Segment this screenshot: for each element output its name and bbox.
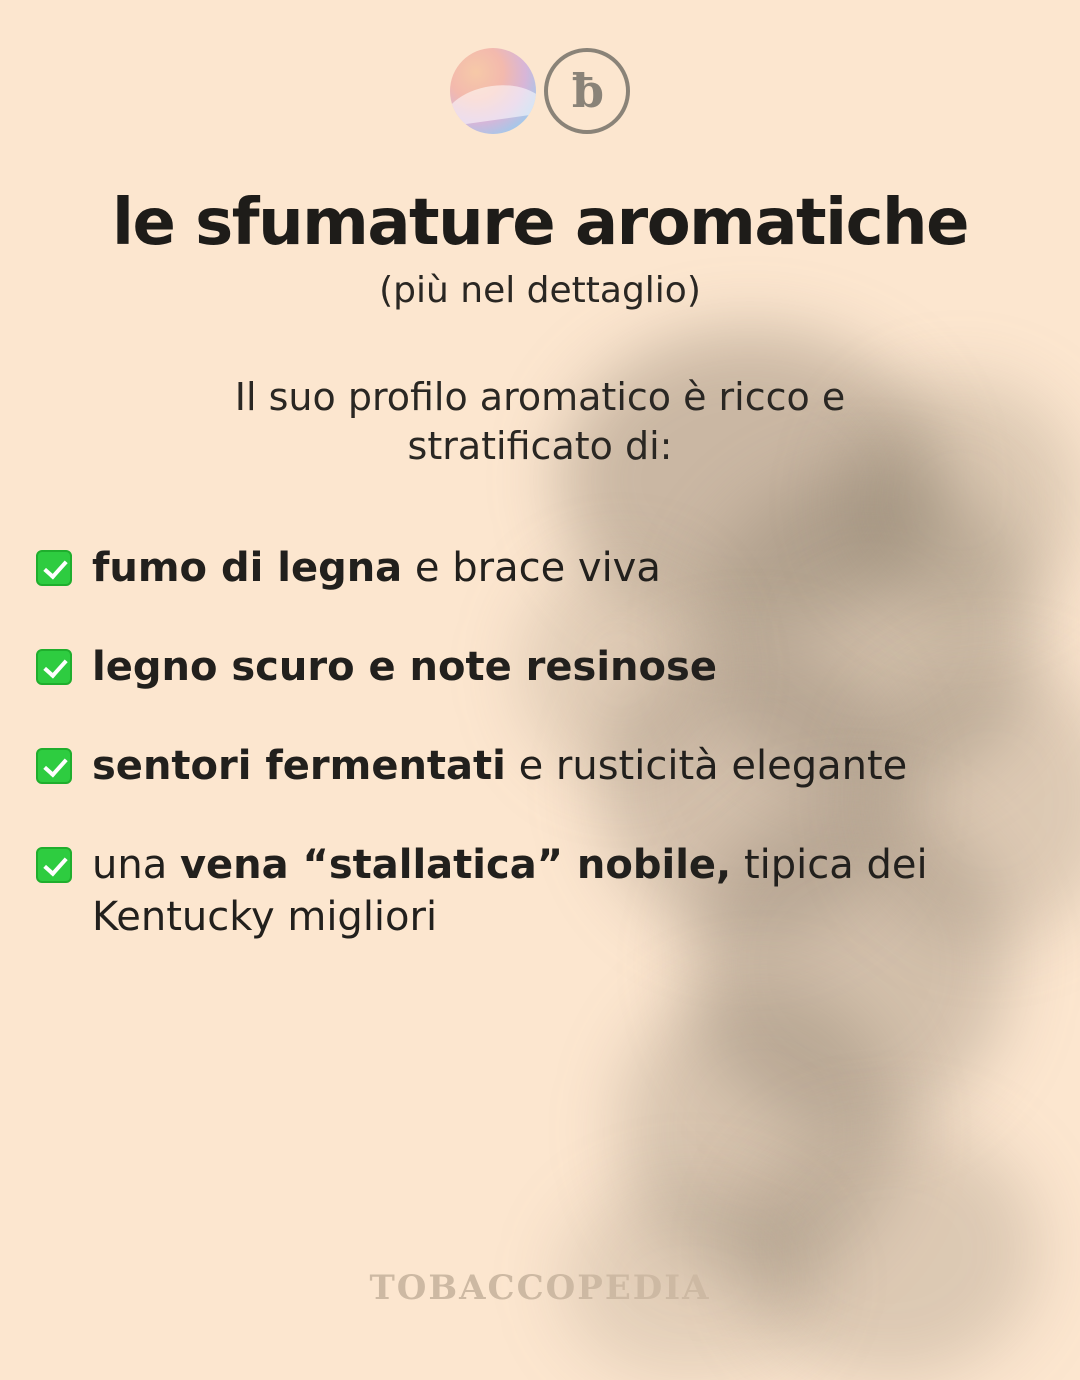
check-box-icon (36, 748, 72, 784)
brand-wordmark: TOBACCOPEDIA (369, 1268, 711, 1308)
page-subtitle: (più nel dettaglio) (379, 270, 701, 311)
check-box-icon (36, 649, 72, 685)
check-box-icon (36, 847, 72, 883)
intro-text: Il suo profilo aromatico è ricco e stratificato di: (234, 375, 846, 468)
aroma-list (0, 542, 1080, 944)
list-item (36, 740, 1040, 793)
page-title: le sfumature aromatiche (112, 186, 968, 260)
footer (0, 1268, 1080, 1308)
list-item-label: sentori fermentati e rusticità elegante (92, 742, 908, 789)
check-box-icon (36, 550, 72, 586)
list-item-label: una vena “stallatica” nobile, tipica dei Kentucky migliori (92, 841, 928, 941)
list-item-label: legno scuro e note resinose (92, 644, 717, 691)
list-item (36, 839, 1040, 945)
list-item (36, 641, 1040, 694)
list-item (36, 542, 1040, 595)
tobaccopedia-monogram-icon: ƀ (544, 48, 630, 134)
gradient-orb-logo (450, 48, 536, 134)
logo-row (0, 0, 1080, 134)
list-item-label: fumo di legna e brace viva (92, 545, 661, 592)
